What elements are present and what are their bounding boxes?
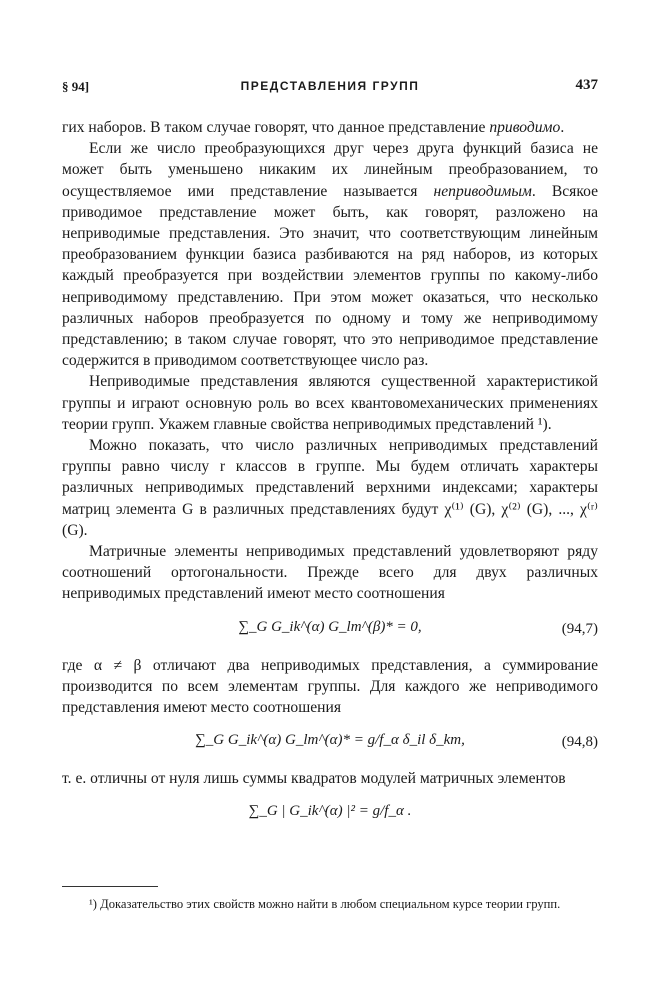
equation-94-8 — [62, 724, 598, 764]
page-body — [62, 117, 598, 839]
footnote-rule — [62, 886, 158, 887]
equation-number: (94,7) — [561, 620, 598, 637]
paragraph: Если же число преобразующихся друг через друга функций базиса не может быть уменьшено никаким их линейным преобразованием, то осуществляемое ими представление называется неприводимым. Всякое приводимое представление может быть, как говорят, разложено на неприводимые представления. Это значит, что соответствующим линейным преобразованием функции базиса разбиваются на ряд наборов, из которых каждый преобразуется при воздействии элементов группы по какому-либо неприводимому представлению. При этом может оказаться, что несколько различных наборов преобразуется по одному и тому же неприводимому представлению; в таком случае говорят, что это неприводимое представление содержится в приводимом соответствующее число раз. — [62, 140, 599, 370]
equation-94-7 — [62, 611, 598, 651]
equation-expression: ∑_G G_ik^(α) G_lm^(β)* = 0, — [238, 618, 422, 635]
paragraph: где α ≠ β отличают два неприводимых представления, а суммирование производится по всем элементам группы. Для каждого же неприводимого представления имеют место соотношения — [62, 656, 598, 717]
equation-expression: ∑_G G_ik^(α) G_lm^(α)* = g/f_α δ_il δ_km, — [195, 732, 465, 749]
paragraph: Матричные элементы неприводимых представлений удовлетворяют ряду соотношений ортогональности. Прежде всего для двух различных неприводимых представлений имеют место соотношения — [62, 543, 598, 603]
paragraph: Можно показать, что число различных неприводимых представлений группы равно числу r классов в группе. Мы будем отличать характеры различных неприводимых представлений верхними индексами; характеры матриц элемента G в различных представлениях будут χ⁽¹⁾ (G), χ⁽²⁾ (G), ..., χ⁽ʳ⁾ (G). — [62, 437, 598, 539]
equation-number: (94,8) — [561, 734, 598, 751]
section-number: § 94] — [62, 79, 90, 94]
page-header — [62, 75, 598, 97]
footnote: ¹) Доказательство этих свойств можно найти в любом специальном курсе теории групп. — [89, 897, 561, 911]
paragraph: т. е. отличны от нуля лишь суммы квадратов модулей матричных элементов — [62, 770, 566, 788]
paragraph: Неприводимые представления являются существенной характеристикой группы и играют основную роль во всех квантовомеханических применениях теории групп. Укажем главные свойства неприводимых представлений ¹). — [62, 373, 598, 433]
paragraph: гих наборов. В таком случае говорят, что данное представление приводимо. — [62, 119, 565, 136]
equation-unnumbered — [62, 795, 598, 835]
running-title: ПРЕДСТАВЛЕНИЯ ГРУПП — [240, 79, 420, 93]
equation-expression: ∑_G | G_ik^(α) |² = g/f_α . — [248, 803, 412, 820]
page-number: 437 — [575, 77, 598, 93]
